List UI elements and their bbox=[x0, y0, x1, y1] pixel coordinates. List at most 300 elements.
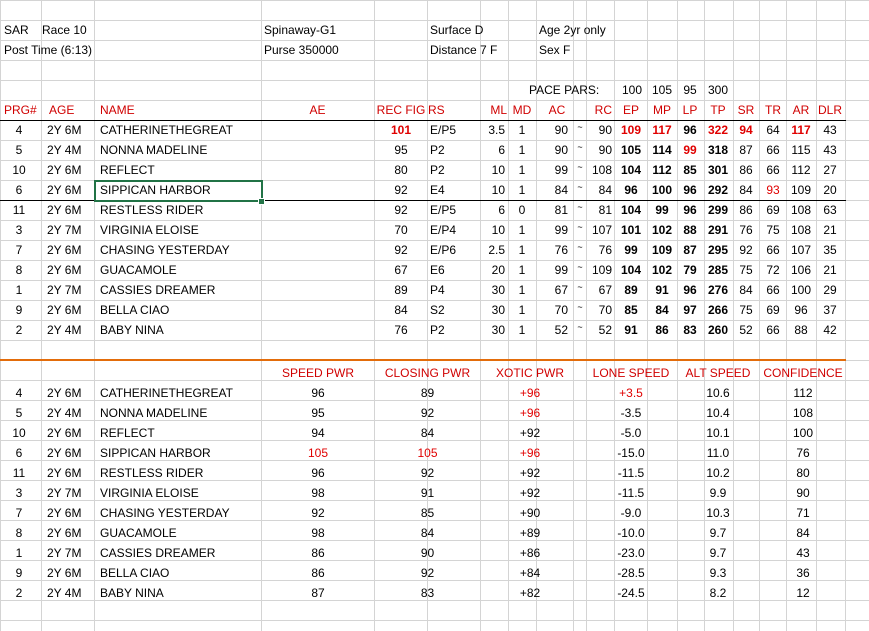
cell-ar: 100 bbox=[790, 283, 812, 297]
column-header: RS bbox=[428, 103, 445, 117]
cell-dlr: 35 bbox=[823, 243, 837, 257]
cell-xotic: +92 bbox=[519, 466, 541, 480]
cell-tilde: ~ bbox=[577, 282, 583, 292]
cell-mp: 86 bbox=[655, 323, 669, 337]
cell-recfig: 89 bbox=[394, 283, 408, 297]
cell-mp: 100 bbox=[651, 183, 673, 197]
column-header: AE bbox=[309, 103, 326, 117]
cell-speed: 87 bbox=[311, 586, 325, 600]
column-header: REC FIG bbox=[376, 103, 426, 117]
surface: Surface D bbox=[430, 23, 484, 37]
cell-recfig: 92 bbox=[394, 243, 408, 257]
cell-rc: 90 bbox=[598, 123, 612, 137]
cell-rc: 76 bbox=[598, 243, 612, 257]
cell-prg: 4 bbox=[15, 386, 23, 400]
cell-recfig: 76 bbox=[394, 323, 408, 337]
cell-ml: 30 bbox=[491, 283, 505, 297]
column-header: AR bbox=[792, 103, 810, 117]
cell-name: BELLA CIAO bbox=[100, 566, 170, 580]
column-header: RC bbox=[594, 103, 612, 117]
cell-lone: -3.5 bbox=[620, 406, 642, 420]
cell-xotic: +84 bbox=[519, 566, 541, 580]
cell-lone: +3.5 bbox=[619, 386, 643, 400]
cell-speed: 96 bbox=[311, 386, 325, 400]
cell-lone: -23.0 bbox=[617, 546, 645, 560]
cell-lp: 85 bbox=[683, 163, 697, 177]
cell-closing: 92 bbox=[420, 466, 435, 480]
cell-conf: 90 bbox=[796, 486, 810, 500]
cell-ar: 108 bbox=[790, 223, 812, 237]
cell-md: 1 bbox=[518, 263, 526, 277]
cell-prg: 5 bbox=[15, 143, 23, 157]
cell-tr: 66 bbox=[766, 163, 780, 177]
cell-lone: -9.0 bbox=[620, 506, 642, 520]
cell-closing: 89 bbox=[420, 386, 435, 400]
cell-ar: 112 bbox=[791, 163, 811, 177]
cell-alt: 11.0 bbox=[706, 446, 730, 460]
cell-ml: 2.5 bbox=[488, 243, 505, 257]
cell-age: 2Y 6M bbox=[47, 163, 82, 177]
cell-lp: 97 bbox=[683, 303, 697, 317]
cell-md: 1 bbox=[518, 123, 526, 137]
cell-tilde: ~ bbox=[577, 242, 583, 252]
pace-par-lp: 95 bbox=[683, 83, 697, 97]
cell-name: NONNA MADELINE bbox=[100, 143, 208, 157]
cell-xotic: +96 bbox=[519, 386, 541, 400]
cell-lone: -11.5 bbox=[617, 466, 645, 480]
cell-name: CASSIES DREAMER bbox=[100, 546, 216, 560]
cell-age: 2Y 7M bbox=[47, 546, 82, 560]
cell-ep: 105 bbox=[620, 143, 642, 157]
cell-tilde: ~ bbox=[577, 202, 583, 212]
cell-conf: 43 bbox=[796, 546, 810, 560]
cell-alt: 9.3 bbox=[709, 566, 727, 580]
column-header: XOTIC PWR bbox=[496, 366, 564, 380]
section-separator bbox=[0, 359, 846, 361]
cell-tp: 301 bbox=[707, 163, 729, 177]
cell-rs: E/P6 bbox=[430, 243, 457, 257]
cell-rs: E/P4 bbox=[430, 223, 457, 237]
cell-sr: 92 bbox=[739, 243, 753, 257]
cell-recfig: 67 bbox=[394, 263, 408, 277]
cell-prg: 10 bbox=[12, 426, 26, 440]
cell-rc: 109 bbox=[591, 263, 612, 277]
cell-alt: 10.4 bbox=[706, 406, 730, 420]
cell-tilde: ~ bbox=[577, 142, 583, 152]
cell-name: RESTLESS RIDER bbox=[100, 203, 204, 217]
selected-cell[interactable] bbox=[94, 180, 263, 202]
cell-dlr: 21 bbox=[823, 263, 837, 277]
cell-ac: 70 bbox=[554, 303, 568, 317]
cell-xotic: +92 bbox=[519, 426, 541, 440]
column-header: SR bbox=[737, 103, 755, 117]
cell-conf: 36 bbox=[796, 566, 810, 580]
cell-conf: 80 bbox=[796, 466, 810, 480]
cell-lone: -10.0 bbox=[617, 526, 645, 540]
cell-age: 2Y 7M bbox=[47, 223, 82, 237]
cell-ac: 52 bbox=[554, 323, 568, 337]
cell-ep: 89 bbox=[624, 283, 638, 297]
cell-speed: 94 bbox=[311, 426, 325, 440]
cell-md: 1 bbox=[518, 143, 526, 157]
cell-ml: 10 bbox=[491, 223, 505, 237]
cell-age: 2Y 6M bbox=[47, 426, 82, 440]
cell-rs: P2 bbox=[430, 323, 445, 337]
cell-ml: 10 bbox=[491, 183, 505, 197]
cell-conf: 112 bbox=[793, 386, 813, 400]
cell-age: 2Y 6M bbox=[47, 183, 82, 197]
post-time: Post Time (6:13) bbox=[4, 43, 93, 57]
cell-alt: 9.7 bbox=[709, 526, 727, 540]
cell-xotic: +89 bbox=[519, 526, 541, 540]
cell-name: SIPPICAN HARBOR bbox=[100, 183, 211, 197]
cell-rc: 67 bbox=[598, 283, 612, 297]
cell-rs: P2 bbox=[430, 143, 445, 157]
cell-prg: 9 bbox=[15, 303, 23, 317]
cell-speed: 92 bbox=[311, 506, 325, 520]
cell-age: 2Y 6M bbox=[47, 466, 82, 480]
cell-ep: 99 bbox=[624, 243, 638, 257]
cell-alt: 10.1 bbox=[706, 426, 730, 440]
cell-mp: 112 bbox=[652, 163, 672, 177]
cell-tr: 66 bbox=[766, 323, 780, 337]
cell-speed: 105 bbox=[307, 446, 329, 460]
cell-alt: 8.2 bbox=[709, 586, 727, 600]
cell-prg: 5 bbox=[15, 406, 23, 420]
cell-tr: 66 bbox=[766, 243, 780, 257]
cell-ml: 6 bbox=[498, 203, 505, 217]
cell-age: 2Y 6M bbox=[47, 303, 82, 317]
cell-speed: 98 bbox=[311, 526, 325, 540]
cell-closing: 92 bbox=[420, 406, 435, 420]
cell-lp: 83 bbox=[683, 323, 697, 337]
cell-name: BABY NINA bbox=[100, 586, 164, 600]
cell-rc: 108 bbox=[591, 163, 612, 177]
cell-tp: 292 bbox=[707, 183, 729, 197]
column-header: CONFIDENCE bbox=[763, 366, 843, 380]
cell-age: 2Y 4M bbox=[47, 586, 82, 600]
cell-xotic: +96 bbox=[519, 406, 541, 420]
cell-age: 2Y 7M bbox=[47, 486, 82, 500]
cell-tilde: ~ bbox=[577, 222, 583, 232]
cell-tilde: ~ bbox=[577, 122, 583, 132]
cell-conf: 108 bbox=[792, 406, 814, 420]
cell-rs: E4 bbox=[430, 183, 445, 197]
column-header: AGE bbox=[49, 103, 75, 117]
cell-prg: 2 bbox=[15, 586, 23, 600]
cell-tr: 93 bbox=[766, 183, 780, 197]
cell-name: BABY NINA bbox=[100, 323, 164, 337]
column-header: DLR bbox=[817, 103, 842, 117]
cell-tr: 72 bbox=[766, 263, 780, 277]
cell-dlr: 63 bbox=[823, 203, 837, 217]
cell-speed: 95 bbox=[311, 406, 325, 420]
cell-ep: 104 bbox=[620, 163, 642, 177]
cell-lp: 96 bbox=[683, 283, 697, 297]
cell-name: VIRGINIA ELOISE bbox=[100, 486, 199, 500]
cell-ar: 115 bbox=[791, 143, 811, 157]
cell-recfig: 84 bbox=[394, 303, 408, 317]
cell-tp: 299 bbox=[707, 203, 729, 217]
cell-ac: 99 bbox=[554, 223, 568, 237]
cell-rc: 81 bbox=[598, 203, 612, 217]
cell-xotic: +82 bbox=[519, 586, 541, 600]
cell-age: 2Y 6M bbox=[47, 446, 82, 460]
cell-speed: 96 bbox=[311, 466, 325, 480]
column-header: MP bbox=[653, 103, 671, 117]
age-condition: Age 2yr only bbox=[539, 23, 606, 37]
cell-prg: 1 bbox=[15, 283, 23, 297]
column-header: EP bbox=[622, 103, 639, 117]
cell-rs: E6 bbox=[430, 263, 445, 277]
cell-lp: 88 bbox=[683, 223, 697, 237]
cell-recfig: 80 bbox=[394, 163, 408, 177]
cell-lp: 96 bbox=[683, 123, 697, 137]
cell-ac: 81 bbox=[554, 203, 568, 217]
cell-mp: 102 bbox=[651, 263, 673, 277]
cell-ml: 10 bbox=[491, 163, 505, 177]
cell-tr: 64 bbox=[766, 123, 780, 137]
cell-prg: 11 bbox=[12, 203, 26, 217]
cell-name: BELLA CIAO bbox=[100, 303, 170, 317]
cell-closing: 91 bbox=[420, 486, 435, 500]
cell-dlr: 20 bbox=[823, 183, 837, 197]
cell-prg: 8 bbox=[15, 526, 23, 540]
race-label: Race 10 bbox=[42, 23, 87, 37]
pace-par-mp: 105 bbox=[651, 83, 673, 97]
column-header: PRG# bbox=[4, 103, 37, 117]
cell-speed: 86 bbox=[311, 566, 325, 580]
cell-name: RESTLESS RIDER bbox=[100, 466, 204, 480]
cell-ar: 88 bbox=[794, 323, 808, 337]
cell-prg: 1 bbox=[15, 546, 23, 560]
cell-conf: 12 bbox=[796, 586, 810, 600]
cell-sr: 75 bbox=[739, 263, 753, 277]
cell-sr: 52 bbox=[739, 323, 753, 337]
cell-lone: -24.5 bbox=[617, 586, 645, 600]
cell-dlr: 43 bbox=[823, 143, 837, 157]
cell-ep: 104 bbox=[620, 263, 642, 277]
cell-dlr: 42 bbox=[823, 323, 837, 337]
cell-name: CATHERINETHEGREAT bbox=[100, 123, 233, 137]
cell-tp: 322 bbox=[707, 123, 729, 137]
cell-md: 1 bbox=[518, 323, 526, 337]
cell-lp: 99 bbox=[683, 143, 697, 157]
cell-age: 2Y 4M bbox=[47, 143, 82, 157]
cell-age: 2Y 6M bbox=[47, 526, 82, 540]
gridline bbox=[94, 0, 95, 631]
cell-xotic: +90 bbox=[519, 506, 541, 520]
cell-dlr: 27 bbox=[823, 163, 837, 177]
cell-speed: 98 bbox=[311, 486, 325, 500]
cell-prg: 8 bbox=[15, 263, 23, 277]
cell-sr: 76 bbox=[739, 223, 753, 237]
cell-ml: 6 bbox=[498, 143, 505, 157]
cell-rs: P4 bbox=[430, 283, 445, 297]
column-header: NAME bbox=[100, 103, 135, 117]
cell-mp: 114 bbox=[652, 143, 672, 157]
cell-mp: 102 bbox=[651, 223, 673, 237]
pace-par-tp: 300 bbox=[707, 83, 729, 97]
column-header: MD bbox=[512, 103, 532, 117]
cell-mp: 117 bbox=[652, 123, 672, 137]
cell-ac: 99 bbox=[554, 263, 568, 277]
cell-prg: 3 bbox=[15, 223, 23, 237]
cell-prg: 11 bbox=[12, 466, 26, 480]
cell-ml: 30 bbox=[491, 303, 505, 317]
cell-dlr: 43 bbox=[823, 123, 837, 137]
cell-xotic: +86 bbox=[519, 546, 541, 560]
cell-conf: 100 bbox=[792, 426, 814, 440]
pace-pars-label: PACE PARS: bbox=[529, 83, 600, 97]
cell-rs: E/P5 bbox=[430, 203, 457, 217]
cell-age: 2Y 4M bbox=[47, 323, 82, 337]
cell-dlr: 29 bbox=[823, 283, 837, 297]
cell-sr: 84 bbox=[739, 183, 753, 197]
cell-rs: P2 bbox=[430, 163, 445, 177]
cell-tilde: ~ bbox=[577, 182, 583, 192]
cell-tp: 276 bbox=[707, 283, 729, 297]
cell-ac: 90 bbox=[554, 123, 568, 137]
cell-closing: 90 bbox=[420, 546, 435, 560]
cell-tilde: ~ bbox=[577, 302, 583, 312]
cell-name: CATHERINETHEGREAT bbox=[100, 386, 233, 400]
cell-sr: 84 bbox=[739, 283, 753, 297]
cell-closing: 84 bbox=[420, 426, 435, 440]
cell-rc: 84 bbox=[598, 183, 612, 197]
cell-rc: 52 bbox=[598, 323, 612, 337]
cell-ar: 106 bbox=[790, 263, 812, 277]
cell-name: GUACAMOLE bbox=[100, 526, 177, 540]
cell-alt: 10.6 bbox=[706, 386, 730, 400]
cell-lp: 96 bbox=[683, 183, 697, 197]
column-header: ML bbox=[490, 103, 507, 117]
cell-ac: 99 bbox=[554, 163, 568, 177]
cell-ac: 76 bbox=[554, 243, 568, 257]
cell-md: 0 bbox=[518, 203, 526, 217]
cell-xotic: +96 bbox=[519, 446, 541, 460]
cell-lp: 87 bbox=[683, 243, 697, 257]
cell-closing: 92 bbox=[420, 566, 435, 580]
cell-alt: 10.3 bbox=[706, 506, 730, 520]
cell-lone: -28.5 bbox=[617, 566, 645, 580]
cell-lp: 79 bbox=[683, 263, 697, 277]
cell-recfig: 70 bbox=[394, 223, 408, 237]
sex-condition: Sex F bbox=[539, 43, 571, 57]
cell-rc: 70 bbox=[598, 303, 612, 317]
cell-ac: 84 bbox=[554, 183, 568, 197]
cell-prg: 6 bbox=[15, 446, 23, 460]
cell-mp: 99 bbox=[655, 203, 669, 217]
cell-ar: 107 bbox=[790, 243, 812, 257]
cell-name: NONNA MADELINE bbox=[100, 406, 208, 420]
cell-tp: 295 bbox=[707, 243, 729, 257]
cell-tr: 75 bbox=[766, 223, 780, 237]
cell-prg: 2 bbox=[15, 323, 23, 337]
cell-ml: 20 bbox=[491, 263, 505, 277]
pace-par-ep: 100 bbox=[621, 83, 643, 97]
cell-sr: 86 bbox=[739, 163, 753, 177]
cell-conf: 71 bbox=[796, 506, 810, 520]
cell-recfig: 101 bbox=[390, 123, 412, 137]
column-header: ALT SPEED bbox=[685, 366, 751, 380]
column-header: LONE SPEED bbox=[592, 366, 670, 380]
cell-md: 1 bbox=[518, 183, 526, 197]
cell-rs: E/P5 bbox=[430, 123, 457, 137]
cell-mp: 84 bbox=[655, 303, 669, 317]
cell-conf: 84 bbox=[796, 526, 810, 540]
cell-prg: 6 bbox=[15, 183, 23, 197]
cell-prg: 7 bbox=[15, 243, 23, 257]
gridline bbox=[41, 0, 42, 631]
cell-tr: 69 bbox=[766, 203, 780, 217]
cell-sr: 75 bbox=[739, 303, 753, 317]
cell-age: 2Y 6M bbox=[47, 566, 82, 580]
cell-tilde: ~ bbox=[577, 162, 583, 172]
cell-tp: 291 bbox=[707, 223, 729, 237]
cell-tr: 66 bbox=[766, 143, 780, 157]
fill-handle[interactable] bbox=[258, 198, 265, 205]
cell-closing: 84 bbox=[420, 526, 435, 540]
cell-age: 2Y 6M bbox=[47, 203, 82, 217]
cell-sr: 87 bbox=[739, 143, 753, 157]
cell-md: 1 bbox=[518, 223, 526, 237]
distance: Distance 7 F bbox=[430, 43, 498, 57]
cell-alt: 9.7 bbox=[709, 546, 727, 560]
cell-name: CHASING YESTERDAY bbox=[100, 506, 230, 520]
cell-name: REFLECT bbox=[100, 426, 155, 440]
cell-lone: -5.0 bbox=[620, 426, 642, 440]
cell-recfig: 92 bbox=[394, 183, 408, 197]
cell-mp: 109 bbox=[651, 243, 673, 257]
column-header: LP bbox=[682, 103, 698, 117]
column-header: AC bbox=[548, 103, 566, 117]
cell-ml: 30 bbox=[491, 323, 505, 337]
cell-tilde: ~ bbox=[577, 262, 583, 272]
cell-age: 2Y 7M bbox=[47, 283, 82, 297]
cell-md: 1 bbox=[518, 303, 526, 317]
cell-rc: 90 bbox=[598, 143, 612, 157]
cell-prg: 4 bbox=[15, 123, 23, 137]
cell-alt: 10.2 bbox=[706, 466, 730, 480]
cell-dlr: 37 bbox=[823, 303, 837, 317]
cell-ep: 91 bbox=[624, 323, 638, 337]
cell-closing: 105 bbox=[417, 446, 438, 460]
cell-ar: 117 bbox=[791, 123, 811, 137]
cell-alt: 9.9 bbox=[709, 486, 727, 500]
cell-ar: 109 bbox=[790, 183, 812, 197]
cell-mp: 91 bbox=[655, 283, 669, 297]
cell-age: 2Y 6M bbox=[47, 263, 82, 277]
cell-name: GUACAMOLE bbox=[100, 263, 177, 277]
cell-name: CASSIES DREAMER bbox=[100, 283, 216, 297]
cell-ml: 3.5 bbox=[488, 123, 505, 137]
cell-recfig: 95 bbox=[394, 143, 408, 157]
cell-md: 1 bbox=[518, 283, 526, 297]
race-name: Spinaway-G1 bbox=[264, 23, 337, 37]
cell-closing: 83 bbox=[420, 586, 435, 600]
cell-tr: 66 bbox=[766, 283, 780, 297]
column-header: TR bbox=[765, 103, 781, 117]
cell-age: 2Y 4M bbox=[47, 406, 82, 420]
cell-lp: 96 bbox=[683, 203, 697, 217]
cell-ep: 101 bbox=[620, 223, 642, 237]
cell-rc: 107 bbox=[591, 223, 612, 237]
cell-xotic: +92 bbox=[519, 486, 541, 500]
cell-tilde: ~ bbox=[577, 322, 583, 332]
cell-tp: 260 bbox=[707, 323, 729, 337]
cell-speed: 86 bbox=[311, 546, 325, 560]
